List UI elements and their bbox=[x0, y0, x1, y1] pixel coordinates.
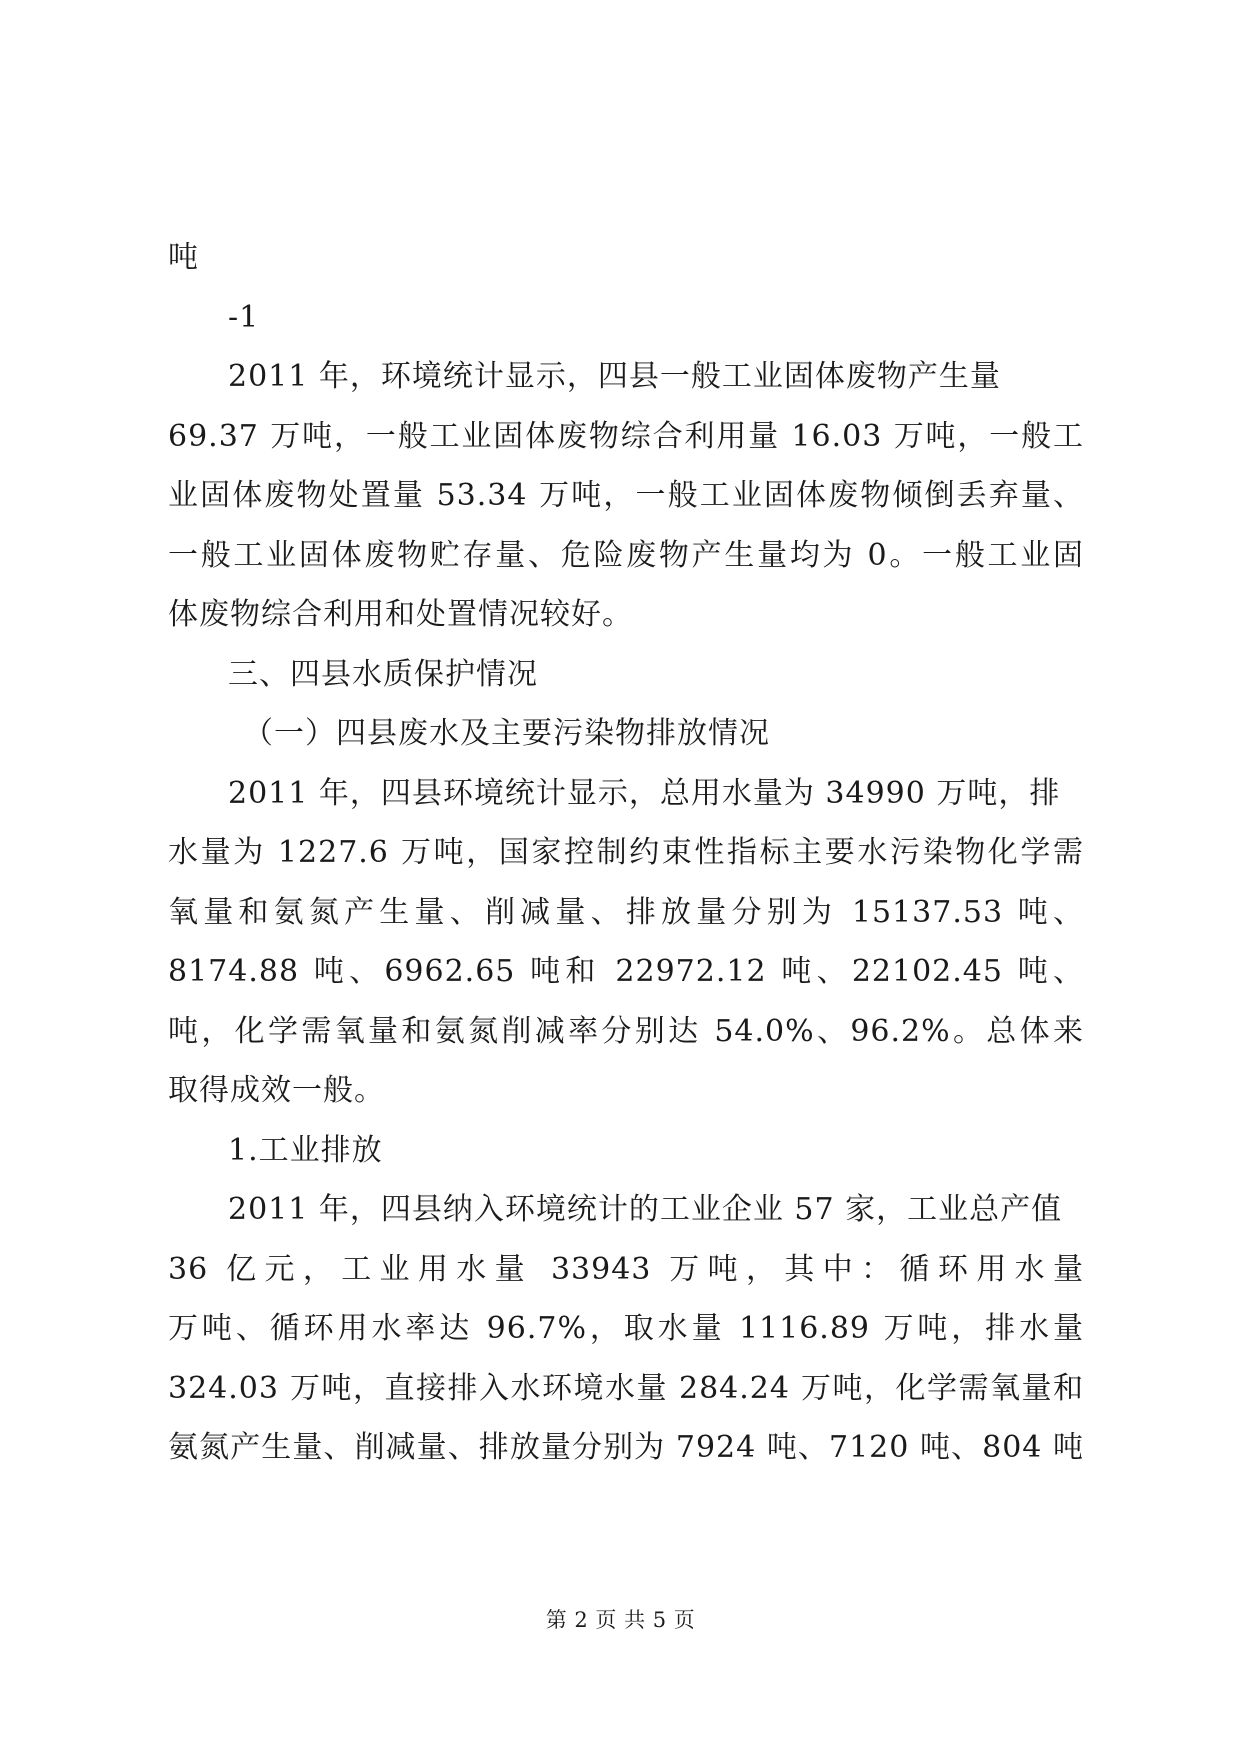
text-line: 69.37 万吨，一般工业固体废物综合利用量 16.03 万吨，一般工 bbox=[168, 418, 1084, 454]
text-line: 吨，化学需氧量和氨氮削减率分别达 54.0%、96.2%。总体来 bbox=[168, 1013, 1084, 1049]
text-line: 体废物综合利用和处置情况较好。 bbox=[168, 597, 633, 632]
text-line: 36 亿元，工业用水量 33943 万吨，其中：循环用水量 bbox=[168, 1251, 1084, 1287]
document-body bbox=[168, 228, 1084, 1478]
text-line: -1 bbox=[228, 299, 260, 335]
item-heading: 1.工业排放 bbox=[228, 1132, 383, 1168]
text-line: 2011 年，四县环境统计显示，总用水量为 34990 万吨，排 bbox=[228, 775, 1061, 811]
text-line: 取得成效一般。 bbox=[168, 1073, 385, 1108]
text-line: 业固体废物处置量 53.34 万吨，一般工业固体废物倾倒丢弃量、 bbox=[168, 478, 1084, 513]
text-line: 2011 年，环境统计显示，四县一般工业固体废物产生量 bbox=[228, 359, 1001, 394]
text-line: 水量为 1227.6 万吨，国家控制约束性指标主要水污染物化学需 bbox=[168, 835, 1084, 870]
text-line: 万吨、循环用水率达 96.7%，取水量 1116.89 万吨，排水量 bbox=[168, 1311, 1084, 1346]
text-line: 2011 年，四县纳入环境统计的工业企业 57 家，工业总产值 bbox=[228, 1192, 1063, 1227]
text-line: 氨氮产生量、削减量、排放量分别为 7924 吨、7120 吨、804 吨 bbox=[168, 1430, 1084, 1465]
text-line: 324.03 万吨，直接排入水环境水量 284.24 万吨，化学需氧量和 bbox=[168, 1370, 1084, 1406]
text-line: 吨 bbox=[168, 240, 199, 275]
subsection-heading: （一）四县废水及主要污染物排放情况 bbox=[243, 716, 770, 751]
text-line: 氧量和氨氮产生量、削减量、排放量分别为 15137.53 吨、 bbox=[168, 894, 1084, 930]
section-heading: 三、四县水质保护情况 bbox=[228, 656, 538, 692]
page-number-footer: 第 2 页 共 5 页 bbox=[545, 1608, 696, 1632]
text-line: 8174.88 吨、6962.65 吨和 22972.12 吨、22102.45 吨、 bbox=[168, 954, 1084, 989]
text-line: 一般工业固体废物贮存量、危险废物产生量均为 0。一般工业固 bbox=[168, 537, 1084, 573]
